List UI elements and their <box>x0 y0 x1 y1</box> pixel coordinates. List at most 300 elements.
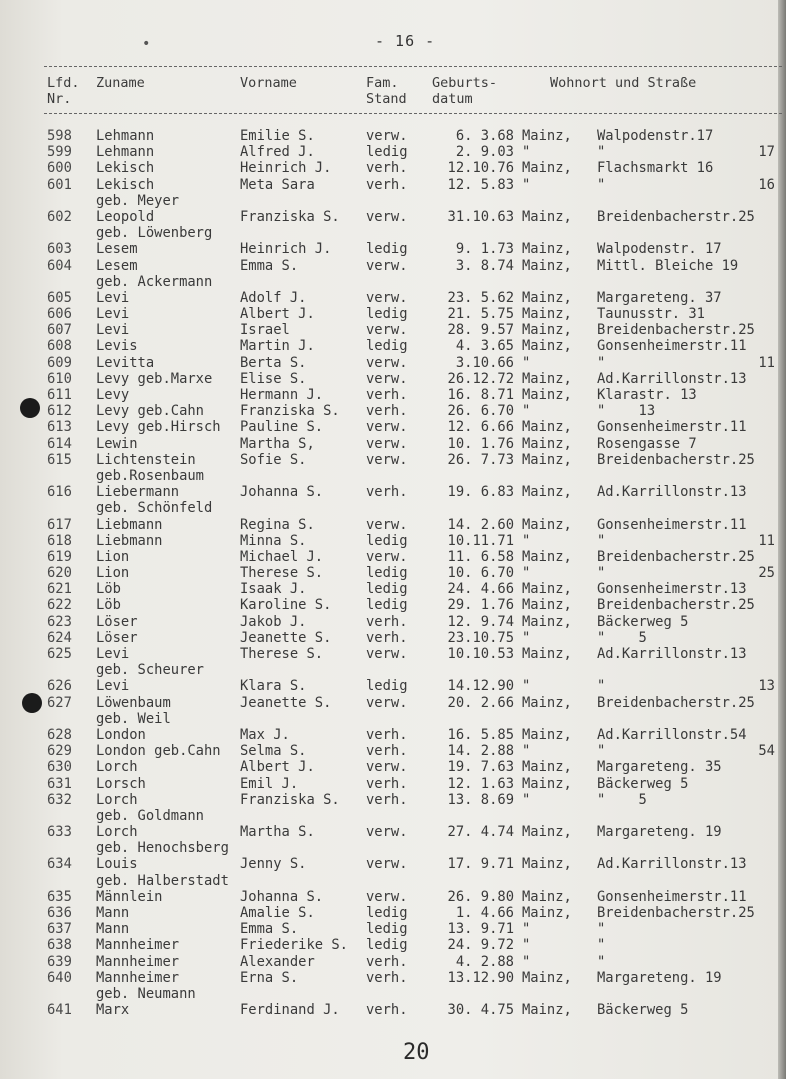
entry-surname: Levi <box>96 678 130 695</box>
entry-street: Breidenbacherstr.25 <box>597 451 755 468</box>
entry-number: 599 <box>47 144 72 161</box>
entry-surname: Liebmann <box>96 532 163 549</box>
table-row <box>0 517 786 533</box>
entry-birthdate: 14. 2.60 <box>447 516 514 533</box>
entry-street: " <box>597 144 606 161</box>
entry-firstname: Martin J. <box>240 338 315 355</box>
table-row <box>0 209 786 225</box>
entry-firstname: Therese S. <box>240 646 324 662</box>
entry-city: Mainz, <box>522 451 572 468</box>
entry-birthdate: 12. 1.63 <box>447 775 514 792</box>
table-row <box>0 581 786 597</box>
entry-firstname: Max J. <box>240 726 290 743</box>
entry-number: 637 <box>47 921 72 938</box>
entry-house-number: 11 <box>758 532 775 549</box>
entry-birthdate: 26. 6.70 <box>447 403 514 420</box>
table-row <box>0 241 786 257</box>
entry-street: Gonsenheimerstr.11 <box>597 338 747 355</box>
entry-birthdate: 23.10.75 <box>447 629 514 646</box>
entry-firstname: Alfred J. <box>240 144 315 161</box>
entry-surname: Löser <box>96 629 138 646</box>
entry-city: Mainz, <box>522 694 572 711</box>
entry-surname: Löb <box>96 597 121 614</box>
table-row <box>0 776 786 792</box>
entry-birthdate: 16. 8.71 <box>447 387 514 403</box>
table-row <box>0 371 786 387</box>
entry-family-status: ledig <box>366 678 408 695</box>
entry-street: Walpodenstr.17 <box>597 128 714 144</box>
entry-family-status: verw. <box>366 759 408 776</box>
entry-birthdate: 6. 3.68 <box>455 128 514 144</box>
entry-surname: Levi <box>96 646 130 662</box>
table-row <box>0 403 786 419</box>
entry-city: Mainz, <box>522 160 572 177</box>
entry-firstname: Therese S. <box>240 565 324 582</box>
entry-birthdate: 12. 5.83 <box>447 176 514 193</box>
entry-surname: geb. Weil <box>96 710 171 727</box>
entry-city: Mainz, <box>522 888 572 905</box>
table-row <box>0 565 786 581</box>
header-wohnort: Wohnort und Straße <box>550 75 697 91</box>
entry-firstname: Adolf J. <box>240 289 307 306</box>
entry-firstname: Minna S. <box>240 532 307 549</box>
entry-firstname: Meta Sara <box>240 176 315 193</box>
entry-firstname: Amalie S. <box>240 905 315 921</box>
entry-birthdate: 28. 9.57 <box>447 322 514 339</box>
entry-number: 607 <box>47 322 72 339</box>
entry-birthdate: 10. 6.70 <box>447 565 514 582</box>
entry-number: 631 <box>47 775 72 792</box>
table-row <box>0 258 786 274</box>
entry-street: Bäckerweg 5 <box>597 613 689 630</box>
entry-street: Margareteng. 19 <box>597 824 722 841</box>
entry-city: Mainz, <box>522 824 572 841</box>
entry-family-status: verw. <box>366 856 408 873</box>
entry-city: Mainz, <box>522 759 572 776</box>
entry-birthdate: 4. 2.88 <box>455 953 514 970</box>
entry-birthdate: 23. 5.62 <box>447 289 514 306</box>
entry-surname: Levy geb.Marxe <box>96 370 213 387</box>
entry-city: Mainz, <box>522 208 572 225</box>
entry-family-status: verh. <box>366 953 408 970</box>
header-rule-bottom <box>44 113 782 114</box>
table-row <box>0 986 786 1002</box>
entry-surname: geb.Rosenbaum <box>96 467 204 484</box>
entry-city: Mainz, <box>522 905 572 921</box>
entry-surname: Lorsch <box>96 775 146 792</box>
table-row <box>0 290 786 306</box>
table-row <box>0 937 786 953</box>
entry-firstname: Berta S. <box>240 354 307 371</box>
entry-surname: Mannheimer <box>96 969 180 986</box>
entry-family-status: verw. <box>366 257 408 274</box>
entry-street: " <box>597 953 606 970</box>
entry-number: 605 <box>47 289 72 306</box>
table-row <box>0 824 786 840</box>
entry-surname: Löb <box>96 581 121 598</box>
entry-city: Mainz, <box>522 548 572 565</box>
entry-surname: geb. Ackermann <box>96 273 213 290</box>
entry-number: 608 <box>47 338 72 355</box>
entry-family-status: verh. <box>366 160 408 177</box>
entry-birthdate: 24. 9.72 <box>447 937 514 954</box>
table-row <box>0 177 786 193</box>
entry-surname: geb. Henochsberg <box>96 840 229 857</box>
entry-street: Flachsmarkt 16 <box>597 160 714 177</box>
punch-hole-lower <box>22 693 42 713</box>
entry-birthdate: 13. 8.69 <box>447 791 514 808</box>
entry-surname: geb. Goldmann <box>96 807 204 824</box>
entry-surname: Marx <box>96 1002 130 1019</box>
entry-city: Mainz, <box>522 856 572 873</box>
entry-surname: Lewin <box>96 435 138 452</box>
entry-street: Breidenbacherstr.25 <box>597 322 755 339</box>
header-geburtsdatum: Geburts- datum <box>432 75 498 107</box>
entry-city: Mainz, <box>522 516 572 533</box>
entry-city: " <box>522 921 531 938</box>
entry-surname: Lorch <box>96 824 138 841</box>
entry-firstname: Heinrich J. <box>240 241 332 258</box>
entry-birthdate: 13.12.90 <box>447 969 514 986</box>
entry-city: " <box>522 354 531 371</box>
entry-number: 612 <box>47 403 72 420</box>
entry-city: " <box>522 678 531 695</box>
entry-family-status: ledig <box>366 306 408 323</box>
entry-firstname: Friederike S. <box>240 937 348 954</box>
entry-number: 620 <box>47 565 72 582</box>
table-row <box>0 484 786 500</box>
table-row <box>0 970 786 986</box>
entry-surname: Lehmann <box>96 128 155 144</box>
entry-firstname: Emma S. <box>240 921 299 938</box>
entry-birthdate: 4. 3.65 <box>455 338 514 355</box>
entry-number: 622 <box>47 597 72 614</box>
entry-street: Margareteng. 37 <box>597 289 722 306</box>
entry-city: " <box>522 791 531 808</box>
entry-house-number: 11 <box>758 354 775 371</box>
entry-number: 611 <box>47 387 72 403</box>
entry-surname: Levy geb.Cahn <box>96 403 204 420</box>
entry-house-number: 25 <box>758 565 775 582</box>
entry-family-status: verw. <box>366 322 408 339</box>
entry-firstname: Selma S. <box>240 743 307 760</box>
entry-surname: Löwenbaum <box>96 694 171 711</box>
entry-family-status: ledig <box>366 905 408 921</box>
entry-surname: Lion <box>96 548 130 565</box>
header-rule-top <box>44 66 782 67</box>
entry-street: " <box>597 678 606 695</box>
entry-surname: geb. Neumann <box>96 985 196 1002</box>
entry-number: 621 <box>47 581 72 598</box>
entry-city: Mainz, <box>522 726 572 743</box>
entry-firstname: Klara S. <box>240 678 307 695</box>
table-row <box>0 468 786 484</box>
table-row <box>0 889 786 905</box>
entry-family-status: ledig <box>366 581 408 598</box>
table-row <box>0 549 786 565</box>
table-row <box>0 662 786 678</box>
entry-city: Mainz, <box>522 419 572 436</box>
entry-city: Mainz, <box>522 338 572 355</box>
entry-number: 640 <box>47 969 72 986</box>
table-row <box>0 193 786 209</box>
entry-city: Mainz, <box>522 969 572 986</box>
entry-number: 632 <box>47 791 72 808</box>
entry-firstname: Emilie S. <box>240 128 315 144</box>
entry-firstname: Karoline S. <box>240 597 332 614</box>
entry-street: Mittl. Bleiche 19 <box>597 257 739 274</box>
entry-family-status: verw. <box>366 208 408 225</box>
entry-street: Klarastr. 13 <box>597 387 697 403</box>
entry-surname: geb. Löwenberg <box>96 225 213 242</box>
table-row <box>0 338 786 354</box>
entry-firstname: Elise S. <box>240 370 307 387</box>
entry-surname: Lorch <box>96 791 138 808</box>
entry-surname: Lion <box>96 565 130 582</box>
entry-street: " <box>597 176 606 193</box>
entry-birthdate: 16. 5.85 <box>447 726 514 743</box>
entry-surname: Lesem <box>96 241 138 258</box>
entry-surname: Männlein <box>96 888 163 905</box>
entry-family-status: ledig <box>366 921 408 938</box>
table-row <box>0 630 786 646</box>
entry-city: Mainz, <box>522 484 572 501</box>
entry-surname: London geb.Cahn <box>96 743 221 760</box>
entry-city: Mainz, <box>522 128 572 144</box>
entry-city: Mainz, <box>522 613 572 630</box>
entry-surname: Louis <box>96 856 138 873</box>
table-row <box>0 274 786 290</box>
entry-family-status: ledig <box>366 597 408 614</box>
table-row <box>0 500 786 516</box>
entry-street: Breidenbacherstr.25 <box>597 208 755 225</box>
entry-family-status: verw. <box>366 419 408 436</box>
entry-street: " 5 <box>597 791 647 808</box>
entry-firstname: Jakob J. <box>240 613 307 630</box>
entry-birthdate: 26. 9.80 <box>447 888 514 905</box>
entry-birthdate: 3. 8.74 <box>455 257 514 274</box>
table-row <box>0 1002 786 1018</box>
entry-street: Ad.Karrillonstr.13 <box>597 856 747 873</box>
entry-city: " <box>522 532 531 549</box>
entry-surname: geb. Scheurer <box>96 662 204 679</box>
entry-birthdate: 27. 4.74 <box>447 824 514 841</box>
entry-surname: Lehmann <box>96 144 155 161</box>
table-row <box>0 711 786 727</box>
entry-number: 641 <box>47 1002 72 1019</box>
entry-firstname: Franziska S. <box>240 403 340 420</box>
entry-birthdate: 2. 9.03 <box>455 144 514 161</box>
entry-city: Mainz, <box>522 646 572 662</box>
entry-street: Breidenbacherstr.25 <box>597 597 755 614</box>
entry-street: Ad.Karrillonstr.54 <box>597 726 747 743</box>
entry-surname: Mannheimer <box>96 937 180 954</box>
entry-street: Gonsenheimerstr.11 <box>597 516 747 533</box>
entry-city: Mainz, <box>522 1002 572 1019</box>
entry-street: " <box>597 743 606 760</box>
entry-surname: Lekisch <box>96 160 155 177</box>
entry-number: 615 <box>47 451 72 468</box>
entry-family-status: verh. <box>366 484 408 501</box>
entry-number: 618 <box>47 532 72 549</box>
entry-family-status: verw. <box>366 451 408 468</box>
table-row <box>0 840 786 856</box>
entry-firstname: Hermann J. <box>240 387 324 403</box>
entry-house-number: 54 <box>758 743 775 760</box>
entry-street: Gonsenheimerstr.11 <box>597 888 747 905</box>
entry-street: Ad.Karrillonstr.13 <box>597 646 747 662</box>
entry-number: 610 <box>47 370 72 387</box>
entry-firstname: Erna S. <box>240 969 299 986</box>
entry-surname: Liebermann <box>96 484 180 501</box>
entry-firstname: Johanna S. <box>240 484 324 501</box>
entry-birthdate: 24. 4.66 <box>447 581 514 598</box>
entry-street: Ad.Karrillonstr.13 <box>597 370 747 387</box>
entry-birthdate: 1. 4.66 <box>455 905 514 921</box>
entry-birthdate: 12. 9.74 <box>447 613 514 630</box>
entry-family-status: verw. <box>366 289 408 306</box>
entry-surname: Levitta <box>96 354 155 371</box>
page-number: - 16 - <box>375 32 436 50</box>
entry-number: 617 <box>47 516 72 533</box>
entry-surname: London <box>96 726 146 743</box>
table-row <box>0 322 786 338</box>
entry-street: Rosengasse 7 <box>597 435 697 452</box>
entry-street: Bäckerweg 5 <box>597 1002 689 1019</box>
entry-surname: Liebmann <box>96 516 163 533</box>
entry-city: Mainz, <box>522 289 572 306</box>
entry-number: 601 <box>47 176 72 193</box>
footer-number: 20 <box>403 1040 430 1065</box>
entry-firstname: Regina S. <box>240 516 315 533</box>
entry-street: Gonsenheimerstr.11 <box>597 419 747 436</box>
entry-city: Mainz, <box>522 435 572 452</box>
entry-number: 639 <box>47 953 72 970</box>
entry-firstname: Jeanette S. <box>240 694 332 711</box>
entry-family-status: verw. <box>366 694 408 711</box>
entry-number: 600 <box>47 160 72 177</box>
entry-city: Mainz, <box>522 581 572 598</box>
margin-dot: • <box>142 36 151 52</box>
entry-firstname: Johanna S. <box>240 888 324 905</box>
table-row <box>0 808 786 824</box>
entry-firstname: Israel <box>240 322 290 339</box>
entry-family-status: verw. <box>366 516 408 533</box>
header-nr: Lfd. Nr. <box>47 75 80 107</box>
entry-surname: geb. Meyer <box>96 192 180 209</box>
entry-number: 629 <box>47 743 72 760</box>
entry-firstname: Isaak J. <box>240 581 307 598</box>
entry-surname: Levy geb.Hirsch <box>96 419 221 436</box>
punch-hole-upper <box>20 398 40 418</box>
table-row <box>0 954 786 970</box>
entry-number: 613 <box>47 419 72 436</box>
entry-surname: Löser <box>96 613 138 630</box>
table-row <box>0 306 786 322</box>
entry-family-status: ledig <box>366 532 408 549</box>
entry-city: Mainz, <box>522 257 572 274</box>
entry-street: " 13 <box>597 403 656 420</box>
table-row <box>0 225 786 241</box>
entry-birthdate: 20. 2.66 <box>447 694 514 711</box>
table-row <box>0 905 786 921</box>
entry-surname: Leopold <box>96 208 155 225</box>
entry-family-status: verw. <box>366 128 408 144</box>
entry-firstname: Alexander <box>240 953 315 970</box>
entry-surname: Levi <box>96 289 130 306</box>
entry-family-status: verw. <box>366 548 408 565</box>
table-row <box>0 921 786 937</box>
entry-street: Ad.Karrillonstr.13 <box>597 484 747 501</box>
entry-firstname: Emil J. <box>240 775 299 792</box>
entry-firstname: Albert J. <box>240 306 315 323</box>
entry-birthdate: 13. 9.71 <box>447 921 514 938</box>
table-row <box>0 128 786 144</box>
entry-family-status: verw. <box>366 370 408 387</box>
entry-firstname: Jeanette S. <box>240 629 332 646</box>
table-row <box>0 436 786 452</box>
entry-birthdate: 31.10.63 <box>447 208 514 225</box>
entry-city: " <box>522 743 531 760</box>
entry-number: 636 <box>47 905 72 921</box>
entry-street: " <box>597 565 606 582</box>
entry-number: 635 <box>47 888 72 905</box>
entry-street: " <box>597 354 606 371</box>
table-row <box>0 160 786 176</box>
entry-family-status: verw. <box>366 888 408 905</box>
entry-birthdate: 3.10.66 <box>455 354 514 371</box>
register-table <box>0 128 786 1018</box>
entry-street: " <box>597 921 606 938</box>
entry-birthdate: 14. 2.88 <box>447 743 514 760</box>
entry-number: 627 <box>47 694 72 711</box>
entry-surname: geb. Schönfeld <box>96 500 213 517</box>
entry-city: Mainz, <box>522 597 572 614</box>
entry-number: 630 <box>47 759 72 776</box>
entry-street: Bäckerweg 5 <box>597 775 689 792</box>
entry-number: 606 <box>47 306 72 323</box>
header-vorname: Vorname <box>240 75 297 91</box>
entry-firstname: Martha S, <box>240 435 315 452</box>
table-row <box>0 419 786 435</box>
table-row <box>0 759 786 775</box>
entry-street: Margareteng. 19 <box>597 969 722 986</box>
entry-number: 638 <box>47 937 72 954</box>
entry-city: Mainz, <box>522 775 572 792</box>
header-zuname: Zuname <box>96 75 145 91</box>
entry-firstname: Franziska S. <box>240 791 340 808</box>
entry-firstname: Ferdinand J. <box>240 1002 340 1019</box>
entry-firstname: Emma S. <box>240 257 299 274</box>
entry-family-status: verw. <box>366 824 408 841</box>
entry-family-status: verh. <box>366 969 408 986</box>
table-row <box>0 387 786 403</box>
entry-street: Gonsenheimerstr.13 <box>597 581 747 598</box>
entry-family-status: verh. <box>366 775 408 792</box>
entry-family-status: ledig <box>366 144 408 161</box>
entry-surname: Mann <box>96 905 130 921</box>
entry-family-status: ledig <box>366 241 408 258</box>
entry-birthdate: 26.12.72 <box>447 370 514 387</box>
table-row <box>0 727 786 743</box>
entry-city: " <box>522 953 531 970</box>
entry-number: 616 <box>47 484 72 501</box>
entry-number: 619 <box>47 548 72 565</box>
entry-street: Breidenbacherstr.25 <box>597 905 755 921</box>
entry-surname: Levi <box>96 322 130 339</box>
entry-house-number: 13 <box>758 678 775 695</box>
entry-birthdate: 29. 1.76 <box>447 597 514 614</box>
